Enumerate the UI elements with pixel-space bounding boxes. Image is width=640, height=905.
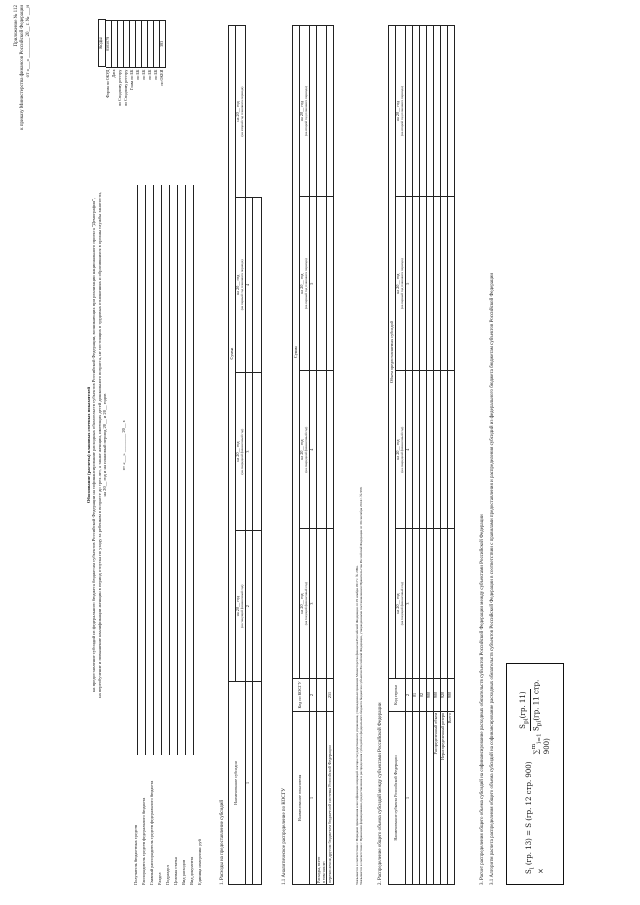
row-code: 01 bbox=[412, 679, 419, 712]
year-0: на 20__ год (на текущий финансовый год) bbox=[236, 531, 246, 682]
volume-cell bbox=[433, 529, 440, 679]
info-row bbox=[162, 185, 170, 885]
num-3: 3 bbox=[245, 372, 252, 531]
info-label: Главный распорядитель средств федерального бюджета bbox=[148, 780, 154, 885]
section-3-title: 3. Расчет распределения общего объема субсидий на софинансирование расходных обязательств субъектов Российской Федерации между субъектами Российской Федерации bbox=[480, 514, 485, 885]
info-row bbox=[138, 185, 146, 885]
col-kosgu: Код по КОСГУ bbox=[293, 679, 310, 712]
volume-cell bbox=[440, 371, 447, 529]
year-1: на 20__ год (на очередной финансовый год) bbox=[396, 371, 406, 529]
info-row bbox=[154, 185, 162, 885]
volume-cell bbox=[426, 371, 433, 529]
info-value-line[interactable] bbox=[171, 185, 178, 755]
section-2-title: 2. Распределение общего объема субсидий между субъектами Российской Федерации bbox=[378, 702, 383, 885]
volume-cell bbox=[412, 529, 419, 679]
year-3: на 20__ год (на второй год планового периода) bbox=[396, 26, 406, 197]
codes-row-label: Глава по БК bbox=[129, 69, 134, 91]
title-line-2: на предоставление субсидий из федерального бюджета бюджетам субъектов Российской Федерации на софинансирование расходных обязательств субъектов Российской Федерации, возникающих при реализации национального проекта "Демография", bbox=[91, 197, 97, 693]
num-2: 2 bbox=[309, 679, 316, 712]
col-sum: Сумма bbox=[293, 26, 300, 679]
codes-row-value: 0505079 bbox=[106, 20, 112, 68]
num-1: 1 bbox=[309, 712, 316, 885]
num-1: 1 bbox=[405, 712, 412, 885]
col-region: Наименование субъекта Российской Федерации bbox=[389, 712, 406, 885]
formula-denominator: ∑$^m_{i=1}$ $S_{pi}(гр$. 11 стр. 900) bbox=[530, 679, 552, 755]
col-volume: Объем предоставляемых субсидий bbox=[389, 26, 396, 679]
num-4: 4 bbox=[405, 371, 412, 529]
info-label: Целевая статья bbox=[172, 856, 178, 885]
col-sum: Сумма bbox=[229, 26, 236, 682]
info-label: Получатель бюджетных средств bbox=[132, 824, 138, 885]
info-value-line[interactable] bbox=[155, 185, 162, 755]
distribution-formula bbox=[506, 663, 564, 885]
footnote-1: Указывается в соответствии с Порядком применения классификации операций сектора государственного управления, утвержденным приказом Министерства финансов Российской Федерации от 29 ноября 2017 г. № 209н. bbox=[355, 565, 359, 885]
info-row bbox=[186, 185, 194, 885]
num-2: 2 bbox=[405, 679, 412, 712]
codes-row-label: по БК bbox=[135, 69, 140, 80]
codes-header: Коды bbox=[98, 19, 106, 67]
info-label: Единица измерения: руб bbox=[196, 839, 202, 885]
table-row bbox=[447, 26, 454, 885]
region-name: Распределенный объем bbox=[433, 712, 440, 885]
footnotes bbox=[356, 25, 364, 885]
table-row bbox=[419, 26, 426, 885]
info-row bbox=[194, 185, 202, 885]
volume-cell bbox=[433, 371, 440, 529]
data-cell bbox=[252, 198, 261, 373]
title-line-3: на переобучение и повышение квалификации женщин в период отпуска по уходу за ребенком в возрасте до трех лет, а также женщин, имеющих детей дошкольного возраста, не состоящих в трудовых отношениях и обратившихся в органы службы занятости, bbox=[96, 192, 102, 698]
num-3: 3 bbox=[309, 529, 316, 679]
section-3-1-title: 3.1 Алгоритм расчета распределения общего объема субсидий на софинансирование расходных обязательств субъектов Российской Федерации в соответствии с правилами предоставления и распределения субсидий из федерального бюджета бюджетам субъектов Российской Федерации bbox=[490, 272, 495, 885]
codes-box bbox=[98, 20, 166, 145]
order-line-1: к приказу Министерства финансов Российской Федерации bbox=[19, 5, 25, 130]
row-code: 02 bbox=[419, 679, 426, 712]
codes-row-label: по Сводному реестру bbox=[123, 69, 128, 106]
row-transfers-label: перечисления другим бюджетам бюджетной системы Российской Федерации bbox=[327, 712, 334, 885]
document-title bbox=[86, 115, 126, 775]
data-cell bbox=[252, 531, 261, 682]
volume-cell bbox=[412, 371, 419, 529]
table-subsidy-expenses bbox=[228, 25, 262, 885]
year-1: на 20__ год (на очередной финансовый год) bbox=[236, 372, 246, 531]
volume-cell bbox=[433, 197, 440, 371]
region-name bbox=[419, 712, 426, 885]
table-kosgu bbox=[292, 25, 334, 885]
section-1-title: 1. Расходы на предоставление субсидий bbox=[220, 799, 225, 885]
appendix-header bbox=[14, 5, 31, 185]
volume-cell bbox=[412, 197, 419, 371]
info-label: Вид расходов bbox=[180, 859, 186, 885]
codes-row-label: по БК bbox=[153, 69, 158, 80]
num-2: 2 bbox=[245, 531, 252, 682]
info-label: Подраздел bbox=[164, 865, 170, 885]
volume-cell bbox=[440, 529, 447, 679]
table-row bbox=[412, 26, 419, 885]
formula-fraction bbox=[519, 664, 552, 756]
year-0: на 20__ год (на текущий финансовый год) bbox=[396, 529, 406, 679]
info-label: Распорядитель средств федерального бюджета bbox=[140, 797, 146, 885]
info-label: Вид документа bbox=[188, 856, 194, 885]
info-row bbox=[170, 185, 178, 885]
info-rows bbox=[130, 185, 202, 885]
table-distribution bbox=[388, 25, 455, 885]
year-1: на 20__ год (на очередной финансовый год) bbox=[300, 371, 310, 529]
volume-cell bbox=[440, 197, 447, 371]
formula-lhs: $S_i$ (гр. 13) = S (гр. 12 стр. 900) × bbox=[525, 761, 545, 874]
year-3: на 20__ год (на второй год планового периода) bbox=[236, 26, 246, 198]
row-transfers-code: 251 bbox=[327, 679, 334, 712]
table-row bbox=[426, 26, 433, 885]
data-cell bbox=[252, 682, 261, 885]
title-line-4: на 20__ год и на плановый период 20__ и 20__ годов bbox=[101, 393, 107, 497]
year-2: на 20__ год (на первый год планового периода) bbox=[300, 197, 310, 371]
volume-cell bbox=[426, 26, 433, 197]
section-1 bbox=[220, 25, 226, 885]
region-name bbox=[412, 712, 419, 885]
appendix-number: Приложение № 112 bbox=[14, 5, 19, 47]
year-0: на 20__ год (на текущий финансовый год) bbox=[300, 529, 310, 679]
codes-row-label: по Сводному реестру bbox=[117, 69, 122, 106]
codes-row-label: по БК bbox=[147, 69, 152, 80]
codes-rows bbox=[106, 20, 166, 145]
volume-cell bbox=[426, 529, 433, 679]
row-code: 900 bbox=[447, 679, 454, 712]
volume-cell bbox=[447, 197, 454, 371]
codes-row-value: 383 bbox=[160, 20, 166, 68]
num-4: 4 bbox=[309, 371, 316, 529]
info-label: Раздел bbox=[156, 872, 162, 885]
volume-cell bbox=[433, 26, 440, 197]
info-value-line[interactable] bbox=[131, 185, 138, 755]
data-cell bbox=[252, 372, 261, 531]
region-name: Нераспределенный резерв bbox=[440, 712, 447, 885]
col-row-code: Код строки bbox=[389, 679, 406, 712]
row-code: 900 bbox=[433, 679, 440, 712]
num-5: 5 bbox=[405, 197, 412, 371]
volume-cell bbox=[447, 26, 454, 197]
row-total-label: Расходы, всего в том числе: bbox=[316, 712, 327, 885]
year-3: на 20__ год (на второй год планового периода) bbox=[300, 26, 310, 197]
volume-cell bbox=[447, 371, 454, 529]
col-name: Наименование субсидии bbox=[229, 682, 246, 885]
title-date: от «___» ________ 20__ г. bbox=[121, 419, 127, 471]
table-row bbox=[440, 26, 447, 885]
info-value-line[interactable] bbox=[179, 185, 186, 755]
year-2: на 20__ год (на первый год планового периода) bbox=[236, 198, 246, 373]
col-indicator: Наименование показателя bbox=[293, 712, 310, 885]
region-name bbox=[426, 712, 433, 885]
year-2: на 20__ год (на первый год планового периода) bbox=[396, 197, 406, 371]
num-1: 1 bbox=[245, 682, 252, 885]
num-3: 3 bbox=[405, 529, 412, 679]
volume-cell bbox=[419, 371, 426, 529]
info-value-line[interactable] bbox=[147, 185, 154, 755]
info-value-line[interactable] bbox=[187, 185, 194, 755]
volume-cell bbox=[440, 26, 447, 197]
codes-row-label: Дата bbox=[111, 69, 116, 78]
section-1-1-title: 1.1 Аналитическое распределение по КОСГУ bbox=[282, 787, 287, 885]
volume-cell bbox=[419, 529, 426, 679]
footnote-2: Указывается в соответствии с Правилами формирования, предоставления и распределения субсидий из федерального бюджета бюджетам субъектов Российской Федерации, утвержденными постановлением Правительства Российской Федерации от 30 сентября 2014 г. № 999. bbox=[358, 486, 363, 885]
volume-cell bbox=[447, 529, 454, 679]
row-code: 900 bbox=[426, 679, 433, 712]
info-row bbox=[178, 185, 186, 885]
row-code: 920 bbox=[440, 679, 447, 712]
codes-row-label: по БК bbox=[141, 69, 146, 80]
title-line-1: Обоснование (расчеты) плановых сметных показателей bbox=[86, 386, 91, 504]
formula-numerator: $S_{pi}(гр$. 11) bbox=[518, 691, 530, 729]
codes-row bbox=[160, 20, 166, 145]
table-row bbox=[433, 26, 440, 885]
info-value-line[interactable] bbox=[163, 185, 170, 755]
order-line-2: от «___» ________ 20__ г. № ___н bbox=[25, 5, 31, 78]
num-5: 5 bbox=[309, 197, 316, 371]
volume-cell bbox=[419, 26, 426, 197]
volume-cell bbox=[412, 26, 419, 197]
volume-cell bbox=[426, 197, 433, 371]
info-row bbox=[146, 185, 154, 885]
volume-cell bbox=[419, 197, 426, 371]
info-row bbox=[130, 185, 138, 885]
codes-row-label: Форма по ОКУД bbox=[105, 69, 110, 98]
region-name: Всего bbox=[447, 712, 454, 885]
info-block bbox=[130, 185, 202, 885]
num-4: 4 bbox=[245, 198, 252, 373]
info-value-line[interactable] bbox=[139, 185, 146, 755]
codes-row-label: по ОКЕИ bbox=[159, 69, 164, 86]
